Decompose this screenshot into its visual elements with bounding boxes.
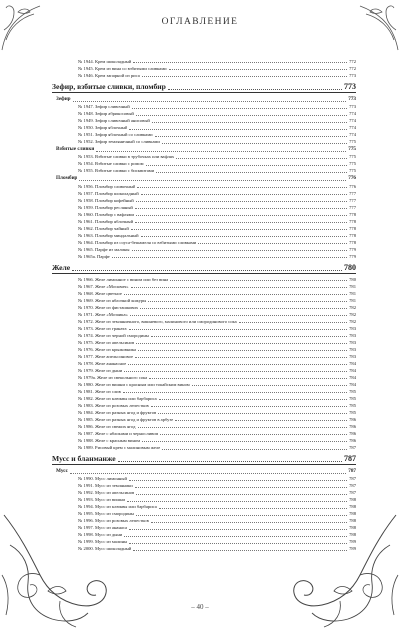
dot-leader: [123, 392, 347, 393]
toc-entry-page-number: 778: [349, 239, 356, 245]
toc-entry-page-number: 780: [349, 276, 356, 282]
toc-entry[interactable]: [52, 374, 356, 381]
dot-leader: [137, 187, 347, 188]
toc-entry-label: № 1967. Желе «Москвич»: [78, 283, 129, 289]
toc-entry-label: № 1945. Крем из вина со взбитыми сливками: [78, 66, 167, 72]
toc-entry[interactable]: [52, 496, 356, 503]
toc-entry[interactable]: [52, 72, 356, 79]
toc-entry-label: № 1994. Мусс из клюквы или барбариса: [78, 504, 157, 510]
toc-entry-page-number: 785: [349, 410, 356, 415]
toc-entry-label: № 1958. Пломбир кофейный: [78, 197, 134, 203]
toc-entry-label: № 1951. Зефир яблочный со сливками: [78, 132, 153, 138]
toc-subsection-heading[interactable]: [52, 145, 356, 153]
dot-leader: [136, 201, 347, 202]
toc-entry[interactable]: [52, 110, 356, 117]
toc-entry[interactable]: [52, 225, 356, 232]
toc-entry-page-number: 773: [348, 95, 356, 102]
toc-entry-label: № 1954. Взбитые сливки с ромом: [78, 161, 144, 167]
toc-entry[interactable]: [52, 332, 356, 339]
toc-entry-label: № 1965а. Парфе: [78, 253, 110, 259]
toc-entry[interactable]: [52, 444, 356, 451]
toc-entry-page-number: 775: [349, 161, 356, 167]
dot-leader: [156, 172, 347, 173]
dot-leader: [146, 165, 348, 166]
toc-entry[interactable]: [52, 153, 356, 160]
toc-entry-page-number: 783: [349, 339, 356, 345]
toc-entry-page-number: 788: [349, 518, 356, 524]
dot-leader: [133, 62, 347, 63]
toc-entry-page-number: 787: [344, 454, 356, 464]
toc-entry-label: № 1975. Желе из апельсинов: [78, 339, 135, 345]
dot-leader: [192, 385, 347, 386]
toc-entry-label: № 1981. Желе из слив: [78, 388, 121, 394]
toc-entry[interactable]: [52, 160, 356, 167]
toc-entry-label: № 1947. Зефир сливочный: [78, 104, 130, 110]
toc-entry-label: Взбитые сливки: [56, 146, 95, 153]
toc-entry-label: № 1983. Желе из розовых лепестков: [78, 402, 149, 408]
toc-entry[interactable]: [52, 367, 356, 374]
toc-entry-label: № 1989. Рисовый крем с малиновым желе: [78, 445, 161, 451]
toc-entry-page-number: 781: [349, 283, 356, 289]
toc-entry[interactable]: [52, 416, 356, 423]
dot-leader: [168, 89, 342, 90]
toc-entry-label: № 1965. Парфе из малины: [78, 246, 130, 252]
dot-leader: [129, 529, 347, 530]
toc-entry[interactable]: [52, 290, 356, 297]
toc-entry-label: № 1972. Желе из земляничного, вишневого, малинового или смородинового сока: [78, 318, 237, 324]
toc-entry[interactable]: [52, 339, 356, 346]
toc-entry-page-number: 778: [349, 211, 356, 217]
toc-entry-page-number: 775: [349, 154, 356, 160]
toc-entry-page-number: 788: [349, 497, 356, 503]
toc-entry-page-number: 777: [349, 197, 356, 203]
toc-entry-label: № 1956. Пломбир сливочный: [78, 183, 136, 189]
toc-entry-page-number: 772: [349, 59, 356, 64]
toc-entry[interactable]: [52, 276, 356, 283]
toc-entry[interactable]: [52, 297, 356, 304]
dot-leader: [70, 473, 346, 474]
toc-entry-label: Мусс: [56, 467, 68, 474]
dot-leader: [135, 487, 347, 488]
toc-entry[interactable]: [52, 232, 356, 239]
toc-entry-label: № 1963. Пломбир миндальный: [78, 232, 139, 238]
toc-entry-label: № 1960. Пломбир с вафлями: [78, 211, 134, 217]
dot-leader: [155, 136, 348, 137]
toc-entry-label: № 1985. Желе из разных ягод и фруктов в арбузе: [78, 417, 174, 423]
toc-entry-page-number: 788: [349, 532, 356, 538]
toc-entry[interactable]: [52, 538, 356, 545]
toc-entry[interactable]: [52, 510, 356, 517]
toc-entry-page-number: 778: [349, 232, 356, 238]
toc-entry[interactable]: [52, 204, 356, 211]
toc-entry[interactable]: [52, 325, 356, 332]
top-left-ornament: [0, 0, 60, 60]
toc-entry-label: № 1966. Желе лимонное с вином или без вина: [78, 276, 169, 282]
toc-entry-label: № 1993. Мусс из вишни: [78, 497, 126, 503]
dot-leader: [129, 329, 348, 330]
toc-entry[interactable]: [52, 423, 356, 430]
toc-entry-page-number: 787: [348, 467, 356, 474]
toc-entry[interactable]: [52, 388, 356, 395]
toc-entry[interactable]: [52, 318, 356, 325]
toc-entry-page-number: 776: [349, 183, 356, 189]
toc-entry-page-number: 784: [349, 381, 356, 387]
toc-entry-label: Зефир: [56, 95, 71, 102]
dot-leader: [133, 550, 347, 551]
toc-entry[interactable]: [52, 253, 356, 260]
dot-leader: [135, 222, 347, 223]
toc-entry[interactable]: [52, 360, 356, 367]
toc-entry-page-number: 782: [349, 311, 356, 317]
toc-entry-label: № 1962. Пломбир чайный: [78, 225, 129, 231]
dot-leader: [151, 336, 347, 337]
dot-leader: [129, 480, 347, 481]
toc-subsection-heading[interactable]: [52, 174, 356, 182]
toc-entry-page-number: 780: [344, 262, 356, 272]
toc-entry[interactable]: [52, 395, 356, 402]
toc-entry-label: № 1968. Желе цветное: [78, 290, 122, 296]
toc-entry-label: № 1987. Желе с яблоками и черносливом: [78, 431, 159, 437]
toc-entry-page-number: 789: [349, 539, 356, 545]
toc-entry-page-number: 785: [349, 395, 356, 401]
toc-entry-page-number: 774: [349, 125, 356, 131]
dot-leader: [124, 536, 347, 537]
toc-entry-label: № 1973. Желе из граната: [78, 325, 127, 331]
toc-entry-page-number: 777: [349, 190, 356, 196]
dot-leader: [136, 215, 347, 216]
dot-leader: [124, 371, 347, 372]
dot-leader: [159, 399, 347, 400]
dot-leader: [141, 194, 347, 195]
toc-entry-label: № 1953. Взбитые сливки в трубочках или вафлях: [78, 154, 175, 160]
dot-leader: [135, 208, 347, 209]
toc-entry-page-number: 789: [349, 546, 356, 552]
toc-entry-page-number: 779: [349, 253, 356, 259]
dot-leader: [138, 350, 347, 351]
toc-entry[interactable]: [52, 117, 356, 124]
toc-entry[interactable]: [52, 124, 356, 131]
toc-entry-label: № 1988. Желе с красным вином: [78, 438, 141, 444]
dot-leader: [127, 501, 347, 502]
toc-entry-page-number: 783: [349, 325, 356, 331]
toc-entry-page-number: 788: [349, 504, 356, 510]
toc-entry[interactable]: [52, 65, 356, 72]
dot-leader: [118, 461, 342, 462]
toc-entry-page-number: 787: [349, 490, 356, 496]
toc-entry[interactable]: [52, 409, 356, 416]
toc-entry-page-number: 786: [349, 417, 356, 423]
toc-entry-label: № 1969. Желе из яблочной кожуры: [78, 297, 147, 303]
toc-entry-label: № 1979а. Желе из свекольного сока: [78, 374, 148, 380]
toc-entry-label: № 1979. Желе из дыни: [78, 367, 123, 373]
toc-entry-page-number: 775: [349, 139, 356, 145]
toc-entry-page-number: 774: [349, 118, 356, 124]
toc-entry[interactable]: [52, 138, 356, 145]
dot-leader: [160, 434, 347, 435]
dot-leader: [96, 151, 346, 152]
toc-entry-label: Желе: [52, 262, 71, 272]
dot-leader: [142, 76, 347, 77]
toc-entry-label: № 1980. Желе из вишни с красным или токайским вином: [78, 381, 190, 387]
toc-entry-page-number: 783: [349, 346, 356, 352]
dot-leader: [131, 229, 347, 230]
toc-entry-page-number: 788: [349, 511, 356, 517]
toc-entry-page-number: 777: [349, 204, 356, 210]
toc-entry-page-number: 781: [349, 297, 356, 303]
dot-leader: [136, 115, 347, 116]
toc-entry[interactable]: [52, 381, 356, 388]
toc-entry-page-number: 776: [348, 175, 356, 182]
toc-entry-label: № 2000. Мусс шоколадный: [78, 546, 132, 552]
toc-entry-label: № 1990. Мусс лимонный: [78, 476, 127, 482]
dot-leader: [152, 122, 347, 123]
toc-entry-label: № 1944. Крем шоколадный: [78, 59, 132, 64]
toc-entry-label: № 1974. Желе из черной смородины: [78, 332, 149, 338]
dot-leader: [136, 515, 347, 516]
toc-entry[interactable]: [52, 503, 356, 510]
toc-entry[interactable]: [52, 437, 356, 444]
toc-entry-page-number: 786: [349, 424, 356, 430]
toc-entry-page-number: 783: [349, 353, 356, 359]
toc-entry[interactable]: [52, 197, 356, 204]
dot-leader: [129, 543, 347, 544]
dot-leader: [135, 357, 347, 358]
toc-entry[interactable]: [52, 524, 356, 531]
toc-entry-label: № 1992. Мусс из апельсинов: [78, 490, 135, 496]
toc-entry-page-number: 778: [349, 218, 356, 224]
dot-leader: [131, 287, 348, 288]
toc-entry-label: № 1950. Зефир яблочный: [78, 125, 128, 131]
toc-entry[interactable]: [52, 475, 356, 482]
toc-entry-page-number: 784: [349, 374, 356, 380]
page-number: – 40 –: [191, 603, 209, 611]
toc-entry-page-number: 784: [349, 360, 356, 366]
toc-entry-label: № 1995. Мусс из смородины: [78, 511, 134, 517]
dot-leader: [129, 129, 347, 130]
toc-entry[interactable]: [52, 545, 356, 552]
toc-entry-label: № 1971. Желе «Мозаика»: [78, 311, 128, 317]
dot-leader: [140, 308, 347, 309]
dot-leader: [149, 378, 347, 379]
toc-entry[interactable]: [52, 517, 356, 524]
toc-section-heading[interactable]: [52, 82, 356, 93]
toc-entry-label: № 1957. Пломбир шоколадный: [78, 190, 139, 196]
dot-leader: [132, 108, 347, 109]
toc-entry-label: № 1986. Желе из свежих ягод: [78, 424, 136, 430]
toc-entry-page-number: 782: [349, 318, 356, 324]
toc-entry[interactable]: [52, 402, 356, 409]
toc-entry[interactable]: [52, 283, 356, 290]
dot-leader: [198, 243, 347, 244]
toc-entry-page-number: 774: [349, 132, 356, 138]
toc-entry-label: № 1984. Желе из разных ягод и фруктов: [78, 410, 157, 415]
toc-entry-page-number: 784: [349, 367, 356, 373]
toc-entry-label: № 1952. Зефир земляничный со сливками: [78, 139, 160, 145]
toc-entry-page-number: 772: [349, 66, 356, 72]
dot-leader: [128, 364, 347, 365]
dot-leader: [72, 270, 342, 271]
toc-entry-label: № 1982. Желе из клюквы или барбариса: [78, 395, 157, 401]
toc-entry-label: № 1997. Мусс из ананаса: [78, 525, 128, 531]
toc-entry-page-number: 786: [349, 438, 356, 444]
dot-leader: [176, 158, 347, 159]
toc-entry-page-number: 785: [349, 388, 356, 394]
toc-entry-label: № 1996. Мусс из розовых лепестков: [78, 518, 149, 524]
toc-entry-label: № 1978. Желе ананасное: [78, 360, 127, 366]
toc-entry-label: № 1977. Желе апельсиновое: [78, 353, 134, 359]
toc-entry-page-number: 775: [348, 146, 356, 153]
dot-leader: [170, 280, 347, 281]
toc-entry[interactable]: [52, 211, 356, 218]
dot-leader: [124, 294, 347, 295]
toc-entry-label: № 1991. Мусс из земляники: [78, 483, 133, 489]
toc-entry-label: Мусс и бланманже: [52, 454, 116, 464]
toc-entry-page-number: 787: [349, 445, 356, 451]
dot-leader: [175, 420, 347, 421]
toc-entry[interactable]: [52, 311, 356, 318]
toc-entry-page-number: 778: [349, 225, 356, 231]
toc-entry-label: № 1999. Мусс из малины: [78, 539, 128, 545]
toc-section-heading[interactable]: [52, 263, 356, 274]
toc-entry[interactable]: [52, 218, 356, 225]
dot-leader: [239, 322, 347, 323]
toc-entry-label: № 1946. Крем запарной из риса: [78, 73, 140, 79]
dot-leader: [148, 301, 347, 302]
toc-entry-label: Зефир, взбитые сливки, пломбир: [52, 82, 166, 92]
toc-entry-label: № 1948. Зефир абрикосовый: [78, 111, 134, 117]
dot-leader: [132, 250, 348, 251]
toc-entry-label: № 1949. Зефир сливочный анисовый: [78, 118, 150, 124]
toc-entry[interactable]: [52, 190, 356, 197]
toc-entry-page-number: 785: [349, 402, 356, 408]
toc-entry[interactable]: [52, 430, 356, 437]
toc-subsection-heading[interactable]: [52, 95, 356, 103]
toc-entry-page-number: 787: [349, 483, 356, 489]
toc-entry[interactable]: [52, 353, 356, 360]
dot-leader: [79, 180, 346, 181]
toc-entry-label: № 1970. Желе из фисташкових: [78, 304, 139, 310]
toc-entry[interactable]: [52, 482, 356, 489]
dot-leader: [169, 69, 348, 70]
dot-leader: [158, 413, 347, 414]
toc-entry-page-number: 786: [349, 431, 356, 437]
toc-entry-label: № 1961. Пломбир яблочный: [78, 218, 134, 224]
toc-entry-label: № 1955. Взбитые сливки с бисквитами: [78, 168, 155, 174]
toc-entry-label: № 1998. Мусс из дыни: [78, 532, 123, 538]
dot-leader: [130, 315, 347, 316]
page-header-title: ОГЛАВЛЕНИЕ: [161, 17, 239, 27]
toc-entry[interactable]: [52, 304, 356, 311]
toc-entry-page-number: 773: [349, 73, 356, 79]
toc-entry[interactable]: [52, 246, 356, 253]
toc-entry[interactable]: [52, 489, 356, 496]
toc-entry-page-number: 775: [349, 168, 356, 174]
toc-entry[interactable]: [52, 131, 356, 138]
dot-leader: [142, 441, 347, 442]
top-right-ornament: [340, 0, 400, 60]
dot-leader: [151, 406, 347, 407]
toc-entry[interactable]: [52, 103, 356, 110]
dot-leader: [151, 522, 347, 523]
toc-entry[interactable]: [52, 183, 356, 190]
dot-leader: [138, 427, 348, 428]
toc-entry-page-number: 774: [349, 111, 356, 117]
toc-entry-page-number: 781: [349, 290, 356, 296]
dot-leader: [159, 508, 347, 509]
toc-entry-label: № 1959. Пломбир ресляный: [78, 204, 133, 210]
toc-entry-page-number: 788: [349, 525, 356, 531]
toc-entry-label: Пломбир: [56, 175, 78, 182]
dot-leader: [73, 101, 347, 102]
dot-leader: [162, 449, 347, 450]
toc-section-heading[interactable]: [52, 454, 356, 465]
toc-entry[interactable]: [52, 239, 356, 246]
toc-entry-page-number: 782: [349, 304, 356, 310]
dot-leader: [136, 494, 347, 495]
toc-entry-page-number: 787: [349, 476, 356, 482]
toc-entry-page-number: 783: [349, 332, 356, 338]
toc-subsection-heading[interactable]: [52, 467, 356, 475]
dot-leader: [141, 236, 347, 237]
toc-entry[interactable]: [52, 531, 356, 538]
dot-leader: [112, 257, 347, 258]
toc-entry-page-number: 773: [349, 104, 356, 110]
toc-entry[interactable]: [52, 58, 356, 65]
toc-entry-page-number: 779: [349, 246, 356, 252]
toc-entry-label: № 1964. Пломбир из соуса-бешамеля со взбитыми сливками: [78, 239, 197, 245]
toc-entry-label: № 1976. Желе из крыжовника: [78, 346, 137, 352]
toc-entry-page-number: 773: [344, 82, 356, 92]
toc-entry[interactable]: [52, 167, 356, 174]
table-of-contents: [52, 58, 356, 552]
dot-leader: [162, 143, 347, 144]
toc-entry[interactable]: [52, 346, 356, 353]
dot-leader: [136, 343, 347, 344]
